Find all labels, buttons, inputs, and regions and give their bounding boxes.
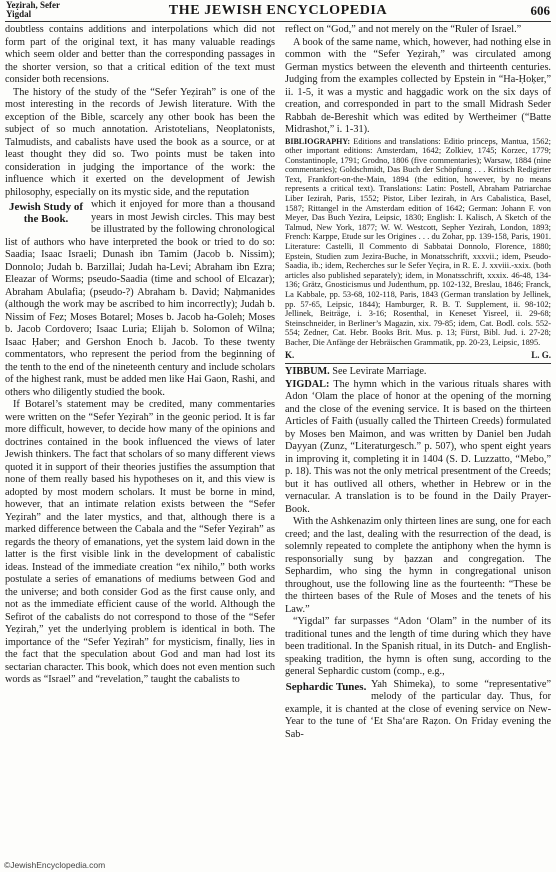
paragraph <box>285 679 551 742</box>
entry-yigdal <box>285 379 551 517</box>
paragraph <box>5 199 275 399</box>
right-column <box>285 24 551 741</box>
signature-line <box>285 349 551 362</box>
side-heading: Jewish Study of the Book. <box>9 201 83 225</box>
paragraph: A book of the same name, which, however, had nothing else in common with the “Sefer Yeẓirah,” was circulated among German mystics between the eleventh and thirteenth centuries. Judging from the examples collected by Epstein in “Ha-Ḥoḳer,” ii. 1-5, it was a mystic and haggadic work on the six days of creation, and corresponded in part to the small Midrash Seder Rabbah de-Bereshit which was edited by Wertheimer (“Batte Midrashot,” i. 1-31). <box>285 36 551 135</box>
paragraph-text: The hymn which in the various rituals shares with Adon ‘Olam the place of honor at the opening of the morning and the close of the evening service. It is based on the thirteen Articles of Faith (usually called the Thirteen Creeds) formulated by Moses ben Maimon, and was written by Daniel ben Judah Dayyan (Zunz, “Literaturgesch.” p. 507), who spent eight years in improving it, completing it in 1404 (S. D. Luzzatto, “Mebo,” p. 18). This was not the only metrical presentment of the Creeds; but it has outlived all others, whether in Hebrew or in the vernacular. A translation is to be found in the Daily Prayer-Book. <box>285 378 551 515</box>
bibliography <box>285 137 551 348</box>
entry-yibbum <box>285 366 551 379</box>
left-column <box>5 24 275 687</box>
paragraph: doubtless contains additions and interpolations which did not form part of the original text, it has many valuable readings which seem older and better than the corresponding passages in the shorter version, so that a critical edition of the text must consider both recensions. <box>5 24 275 85</box>
cross-reference-link[interactable]: See Levirate Marriage. <box>332 366 427 378</box>
running-head: Yeẓirah, Sefer Yigdal <box>6 0 60 19</box>
copyright-credit: ©JewishEncyclopedia.com <box>4 860 106 870</box>
paragraph: “Yigdal” far surpasses “Adon ‘Olam” in the number of its traditional tunes and the length of time during which they have been traditional. In the Spanish ritual, in its Dutch- and English-speaking tradition, the hymn is often sung, according to the general Sephardic custom (comp., e.g., <box>285 616 551 678</box>
header-rule <box>5 21 551 22</box>
entry-heading: YIGDAL: <box>285 378 330 390</box>
paragraph: If Botarel’s statement may be credited, many commentaries were written on the “Sefer Yeẓirah” in the geonic period. It is far more difficult, however, to decide how many of the opinions and doctrines contained in the book influenced the views of later Jewish thinkers. The fact that scholars of so many different views quoted it in support of their theories justifies the assumption that none of them really based his hypotheses on it, and this view is adopted by most modern scholars. It must be borne in mind, however, that an intimate relation exists between the “Sefer Yeẓirah” and the later mystics, and that, although there is a marked difference between the Cabala and the “Sefer Yeẓirah” as regards the theory of emanations, yet the system laid down in the latter is the first visible link in the development of cabalistic ideas. Instead of the immediate creation “ex nihilo,” both works postulate a series of emanations of mediums between God and the universe; and both consider God as the first cause only, and not as the immediate efficient cause of the world. Although the Sefirot of the cabalists do not correspond to those of the “Sefer Yeẓirah,” yet the underlying problem is identical in both. The importance of the “Sefer Yeẓirah” for mysticism, finally, lies in the fact that the speculation about God and man had lost its sectarian character. This book, which does not even mention such words as “Israel” and “revelation,” taught the cabalists to <box>5 399 275 685</box>
entry-heading: YIBBUM. <box>285 366 330 378</box>
bibliography-label: BIBLIOGRAPHY: <box>285 136 351 146</box>
publication-title: THE JEWISH ENCYCLOPEDIA <box>168 3 388 18</box>
paragraph: The history of the study of the “Sefer Yeẓirah” is one of the most interesting in the records of Jewish literature. With the exception of the Bible, scarcely any other book has been the subject of so much annotation. Aristotelians, Neoplatonists, Talmudists, and cabalists have used the book as a source, or at least thought they did so. Two points must be taken into consideration in judging the importance of the work: the influence which it exerted on the development of Jewish philosophy, especially on its mystic side, and the reputation <box>5 86 275 198</box>
bibliography-text: Editions and translations: Editio princeps, Mantua, 1562; other important editions: Amsterdam, 1642; Zolkiev, 1745; Korzec, 1779; Constantinople, 1791; Grodno, 1806 (five commentaries); Warsaw, 1884 (nine commentaries); Goldschmidt, Das Buch der Schöpfung . . . Kritisch Redigirter Text, Frankfort-on-the-Main, 1894 (the edition, however, by no means represents a critical text). Translations: Latin: Postell, Abraham Patriarchae Liber Iezirah, Paris, 1552; Pistor, Liber Iezirah, in Ars Cabalistica, Basel, 1587; Rittangel in the Amsterdam edition of 1642; German: Johann F. von Meyer, Das Buch Yezira, Leipsic, 1830; English: I. Kalisch, A Sketch of the Talmud, New York, 1877; W. W. Westcott, Sepher Yezirah, London, 1893; French: Karppe, Etude sur les Origines . . . du Zohar, pp. 139-158, Paris, 1901. Literature: Castelli, Il Commento di Sabbatai Donnolo, Florence, 1880; Epstein, Studien zum Jezira-Buche, in Monatsschrift, xxxvii.; idem, Pseudo-Saadia, ib.; idem, Recherches sur le Sefer Yeçira, in R. E. J. xxviii.-xxix. (both articles also published separately); idem, in Monatsschrift, xxxix. 46-48, 134-136; Grätz, Gnosticismus und Judenthum, pp. 102-132, Breslau, 1846; Franck, La Kabbale, pp. 53-68, 102-118, Paris, 1843 (German translation by Jellinek, pp. 57-65, Leipsic, 1844); Hamburger, R. B. T. Supplement, ii. 98-102; Jellinek, Beiträge, i. 3-16; Rosenthal, in Keneset Yisreel, ii. 29-68; Steinschneider, in Berliner’s Magazin, xix. 79-85; idem, Cat. Bodl. cols. 552-554; Zedner, Cat. Hebr. Books Brit. Mus. p. 13; Fürst, Bibl. Jud. i. 27-28; Bacher, Die Anfänge der Hebräischen Grammatik, pp. 20-23, Leipsic, 1895. <box>285 136 552 347</box>
paragraph: With the Ashkenazim only thirteen lines are sung, one for each creed; and the last, dealing with the resurrection of the dead, is solemnly repeated to complete the antiphony when the hymn is responsorially sung by ḥazzan and congregation. The Sephardim, who sing the hymn in congregational unison throughout, use the following line as the fourteenth: “These be the thirteen bases of the Rule of Moses and the tenets of his Law.” <box>285 516 551 615</box>
entry-divider <box>285 363 551 364</box>
side-heading: Sephardic Tunes. <box>285 680 367 693</box>
paragraph: reflect on “God,” and not merely on the “Ruler of Israel.” <box>285 24 522 35</box>
page-number: 606 <box>530 3 550 18</box>
page-header <box>0 0 556 20</box>
paragraph-text: which it enjoyed for more than a thousand years in most Jewish circles. This may best be illustrated by the following chronological list of authors who have interpreted the book or tried to do so: Saadia; Isaac Israeli; Dunash ibn Tamim (Jacob b. Nissim); Donnolo; Judah b. Barzillai; Judah ha-Levi; Abraham ibn Ezra; Eleazar of Worms; pseudo-Saadia (time and school of Elcazar); Abraham Abulafia; (pseudo-?) Abraham b. David; Naḥmanides (although the work may be ascribed to him incorrectly); Judah b. Nissim of Fez; Moses Botarel; Moses b. Jacob ha-Goleh; Moses b. Jacob Cordovero; Isaac Luria; Elijah b. Solomon of Wilna; Isaac Ḥaber; and Gershon Enoch b. Jacob. To these twenty commentators, who represent the period from the beginning of the tenth to the end of the nineteenth century and include scholars of the highest rank, must be added men like Hai Gaon, Rashi, and others who diligently studied the book. <box>5 199 275 398</box>
paragraph-text: Yah Shimeka), to some “representative” melody of the particular day. Thus, for example, it is chanted at the close of evening service on New-Year to the tune of ‘Et Sha‘are Raẓon. On Friday evening the Sab- <box>285 678 551 740</box>
author-initials: L. G. <box>531 349 551 360</box>
signature-initial: K. <box>285 349 295 360</box>
